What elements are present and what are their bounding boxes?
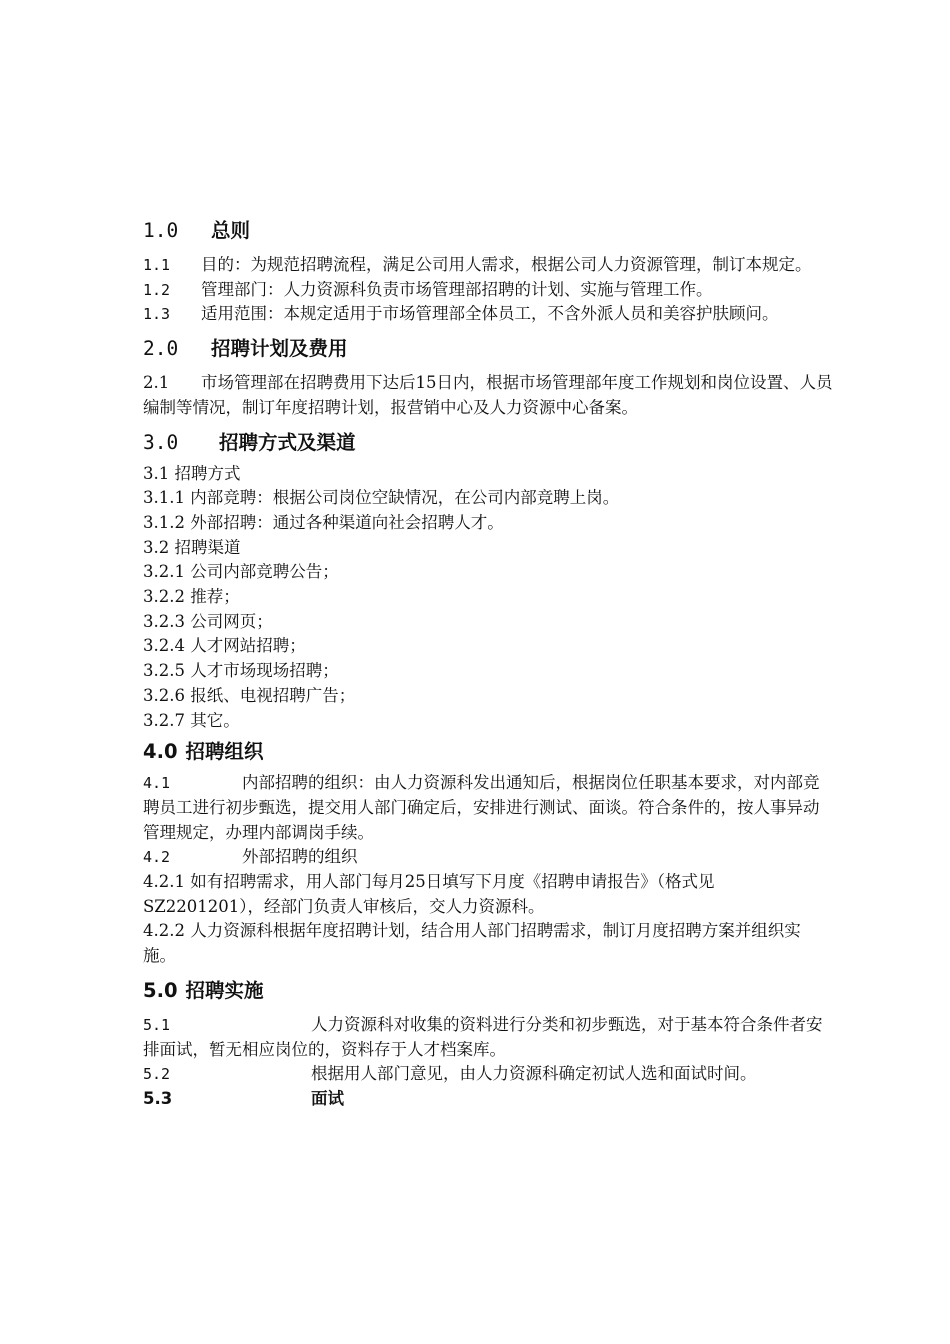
paragraph-1-1 [143,253,833,278]
section-title: 招聘组织 [185,740,264,764]
paragraph-5-1 [143,1013,833,1062]
paragraph-number: 5.1 [143,1015,171,1034]
paragraph-1-2 [143,278,833,303]
section-number: 4.0 [143,740,178,764]
paragraph-number: 5.3 [143,1088,173,1108]
paragraph-number: 4.1 [143,774,171,793]
list-line: 3.1 招聘方式 [143,463,241,483]
section-title: 招聘方式及渠道 [219,430,356,454]
section-title: 招聘实施 [185,978,264,1002]
paragraph-4-1 [143,771,833,845]
paragraph-number: 2.1 [143,373,170,393]
paragraph-5-2 [143,1062,833,1087]
list-line: 3.2 招聘渠道 [143,537,241,557]
paragraph-number: 1.1 [143,256,171,274]
list-line: 3.2.7 其它。 [143,710,240,730]
list-line: 3.2.3 公司网页； [143,611,273,631]
paragraph-number: 1.3 [143,305,171,324]
section-number: 5.0 [143,978,178,1002]
paragraph-1-3 [143,302,833,327]
paragraph-text: 根据用人部门意见，由人力资源科确定初试人选和面试时间。 [311,1064,757,1084]
paragraph-number: 5.2 [143,1065,171,1084]
list-line: 3.2.1 公司内部竞聘公告； [143,562,339,582]
paragraph-text: 管理部门：人力资源科负责市场管理部招聘的计划、实施与管理工作。 [201,279,713,299]
paragraph-4-2 [143,845,833,870]
section-number: 2.0 [143,337,179,361]
list-line: 4.2.1 如有招聘需求，用人部门每月25日填写下月度《招聘申请报告》（格式见SZ2201201），经部门负责人审核后，交人力资源科。 [143,872,715,916]
list-line: 3.2.4 人才网站招聘； [143,636,306,656]
list-line: 4.2.2 人力资源科根据年度招聘计划，结合用人部门招聘需求，制订月度招聘方案并组织实施。 [143,921,801,966]
section-heading-5 [143,975,833,1007]
list-line: 3.2.5 人才市场现场招聘； [143,661,339,681]
section-title: 招聘计划及费用 [211,337,348,361]
section-title: 总则 [211,219,251,242]
paragraph-5-3 [143,1087,833,1112]
document-content [143,215,833,1112]
paragraph-text: 市场管理部在招聘费用下达后15日内，根据市场管理部年度工作规划和岗位设置、人员编制等情况，制订年度招聘计划，报营销中心及人力资源中心备案。 [143,373,833,417]
section-heading-2 [143,333,833,365]
section-heading-1 [143,215,833,247]
list-line: 3.2.6 报纸、电视招聘广告； [143,685,356,705]
paragraph-text: 人力资源科对收集的资料进行分类和初步甄选，对于基本符合条件者安排面试，暂无相应岗位的，资料存于人才档案库。 [143,1014,823,1059]
section-heading-3 [143,427,833,459]
paragraph-text: 适用范围：本规定适用于市场管理部全体员工，不含外派人员和美容护肤顾问。 [201,304,779,324]
section-number: 3.0 [143,430,179,454]
paragraph-number: 4.2 [143,848,171,867]
paragraph-text: 外部招聘的组织 [242,847,358,867]
paragraph-2-1 [143,371,833,420]
paragraph-text: 面试 [311,1088,344,1108]
paragraph-text: 目的：为规范招聘流程，满足公司用人需求，根据公司人力资源管理，制订本规定。 [201,255,812,274]
section-number: 1.0 [143,219,179,242]
paragraph-number: 1.2 [143,280,171,299]
paragraph-text: 内部招聘的组织：由人力资源科发出通知后，根据岗位任职基本要求，对内部竞聘员工进行初步甄选，提交用人部门确定后，安排进行测试、面谈。符合条件的，按人事异动管理规定，办理内部调岗手续。 [143,773,820,842]
list-line: 3.1.2 外部招聘：通过各种渠道向社会招聘人才。 [143,512,504,532]
section-heading-4 [143,736,833,768]
list-line: 3.2.2 推荐； [143,587,240,607]
list-line: 3.1.1 内部竞聘：根据公司岗位空缺情况，在公司内部竞聘上岗。 [143,488,620,508]
